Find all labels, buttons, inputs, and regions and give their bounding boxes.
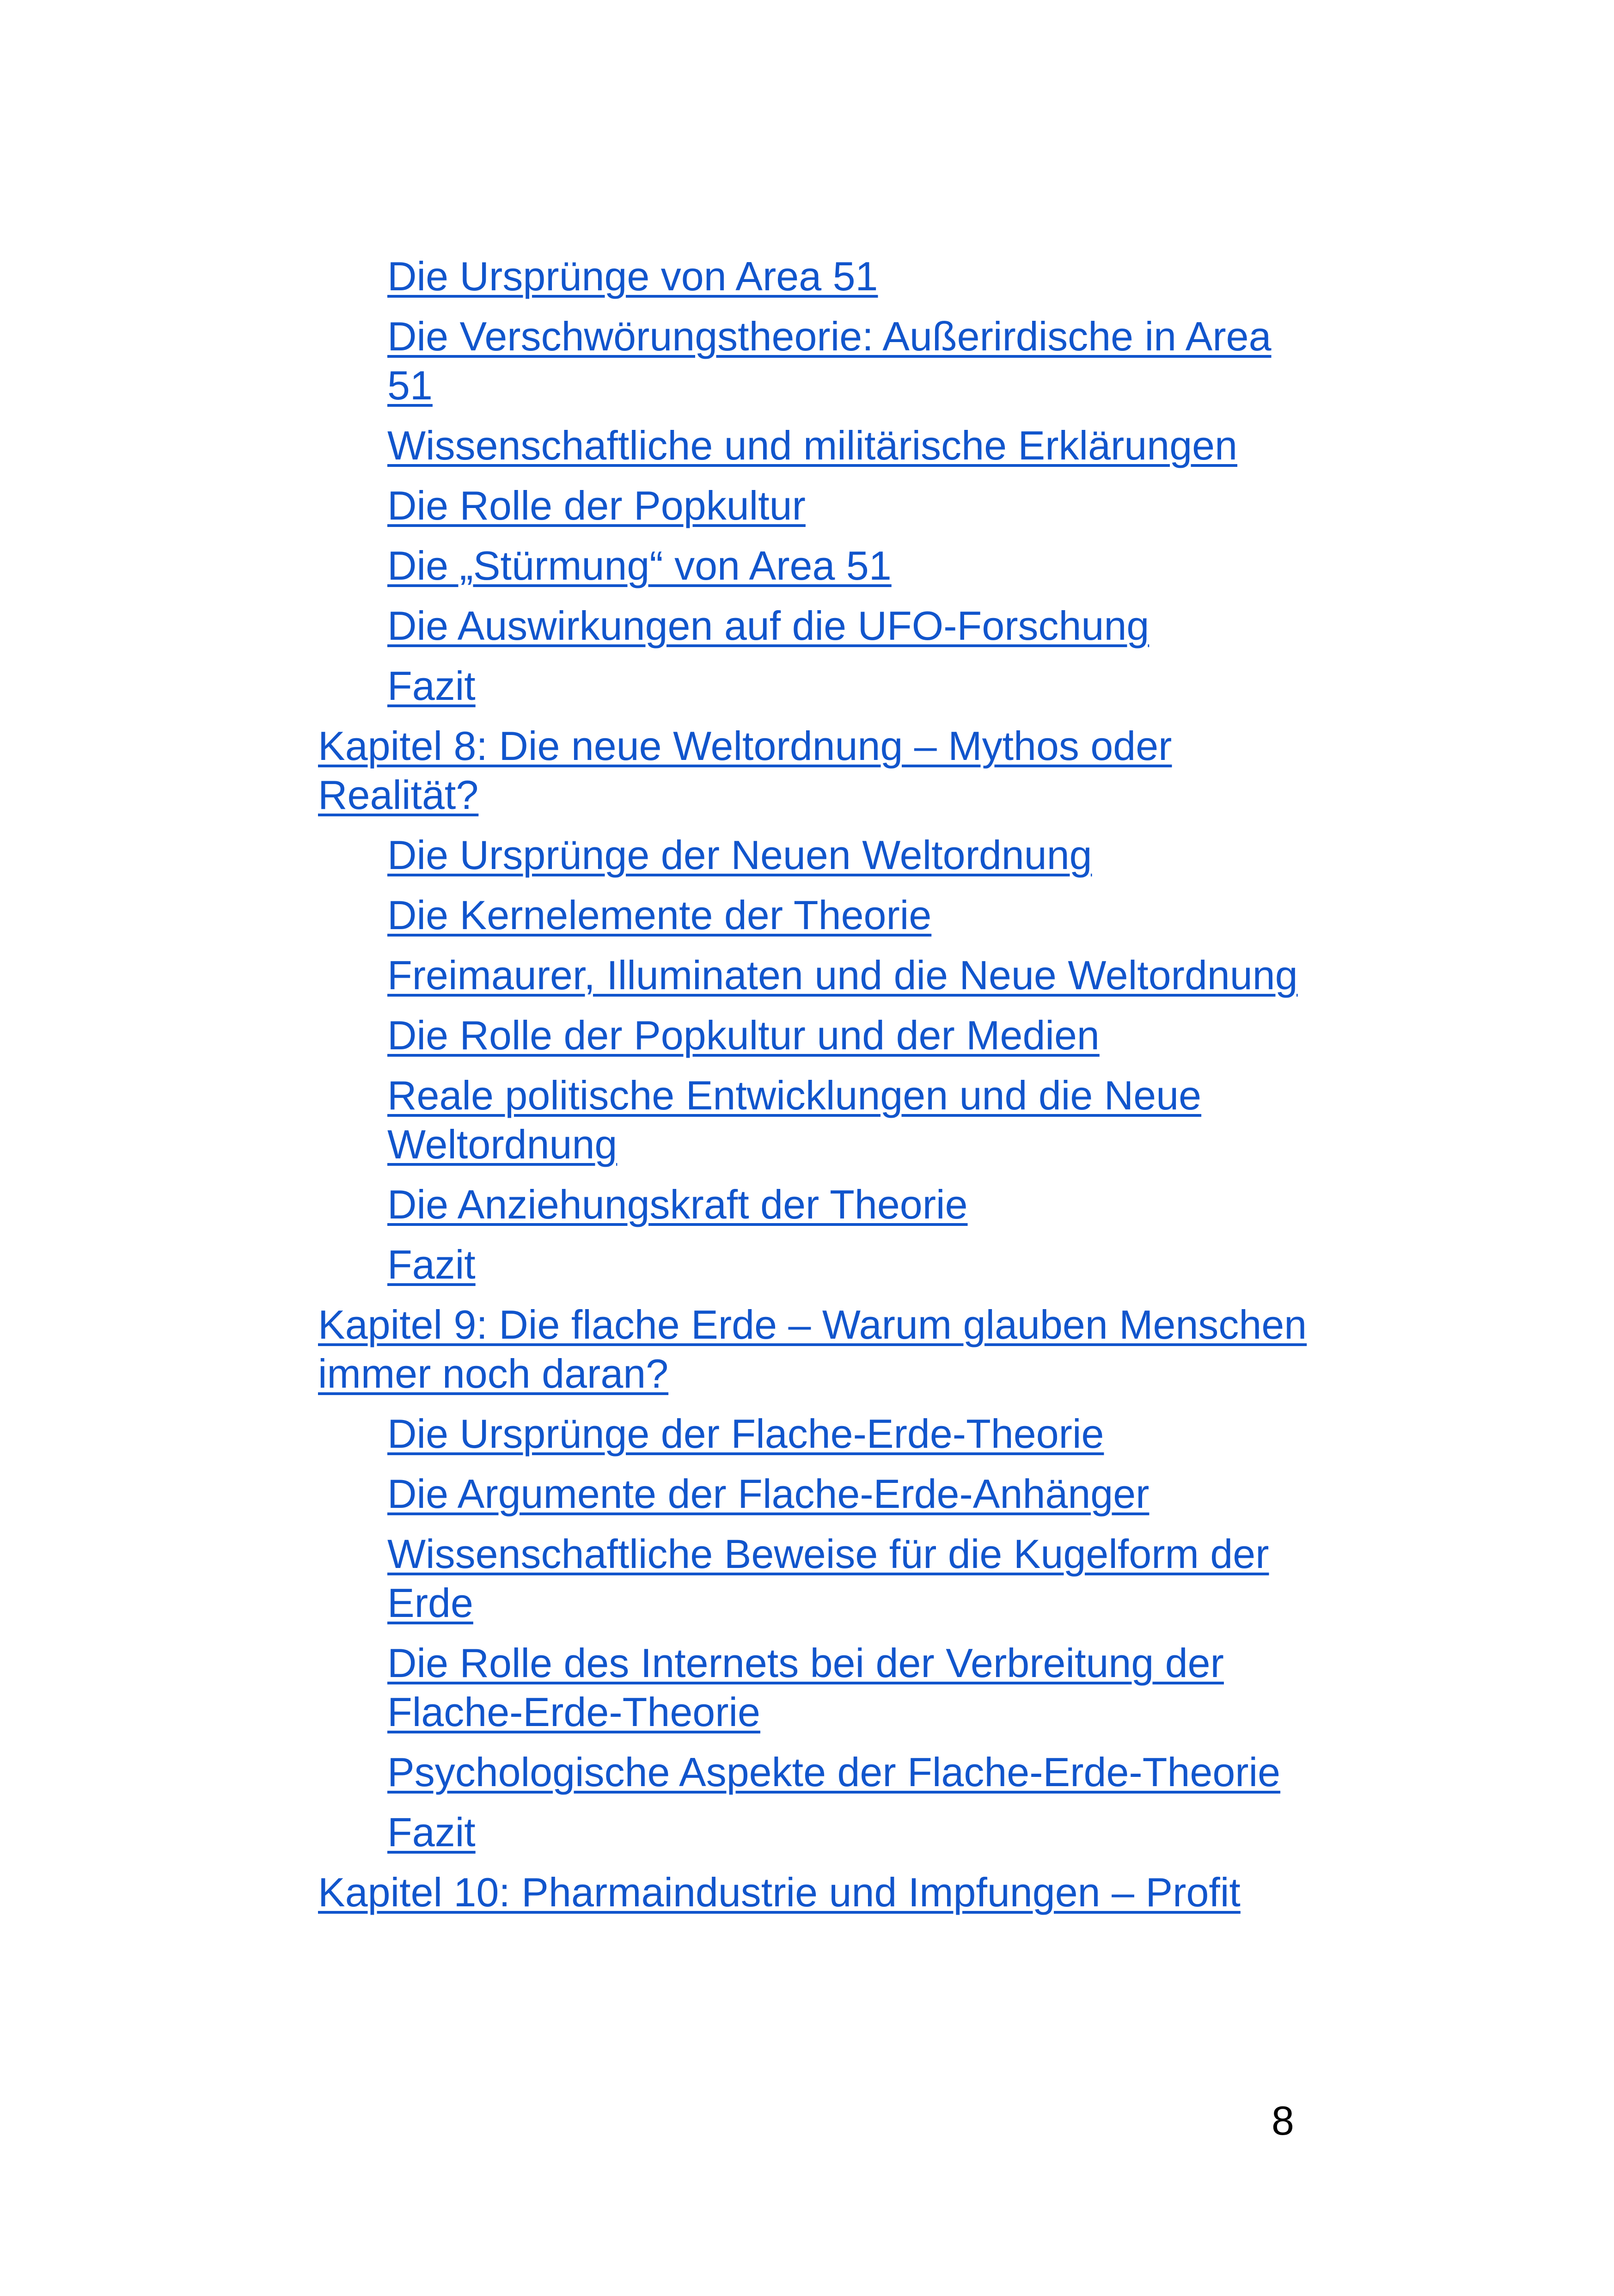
toc-link-area51-ufo-research[interactable]: Die Auswirkungen auf die UFO-Forschung [387, 603, 1149, 649]
toc-link-flat-earth-internet[interactable]: Die Rolle des Internets bei der Verbreitung der Flache-Erde-Theorie [387, 1640, 1224, 1735]
toc-link-area51-popculture[interactable]: Die Rolle der Popkultur [387, 483, 806, 528]
toc-link-flat-earth-evidence[interactable]: Wissenschaftliche Beweise für die Kugelform der Erde [387, 1531, 1269, 1626]
toc-link-nwo-freemasons[interactable]: Freimaurer, Illuminaten und die Neue Weltordnung [387, 952, 1298, 998]
toc-link-nwo-appeal[interactable]: Die Anziehungskraft der Theorie [387, 1182, 968, 1227]
table-of-contents [318, 252, 1316, 1928]
toc-link-chapter7-conclusion[interactable]: Fazit [387, 663, 476, 709]
toc-link-chapter9-conclusion[interactable]: Fazit [387, 1809, 476, 1855]
toc-link-area51-origins[interactable]: Die Ursprünge von Area 51 [387, 253, 878, 299]
toc-link-area51-aliens-theory[interactable]: Die Verschwörungstheorie: Außerirdische in Area 51 [387, 313, 1272, 408]
toc-link-chapter8-conclusion[interactable]: Fazit [387, 1242, 476, 1287]
toc-link-area51-explanations[interactable]: Wissenschaftliche und militärische Erklärungen [387, 422, 1238, 468]
toc-link-flat-earth-psychology[interactable]: Psychologische Aspekte der Flache-Erde-Theorie [387, 1749, 1281, 1795]
toc-link-chapter-9[interactable]: Kapitel 9: Die flache Erde – Warum glauben Menschen immer noch daran? [318, 1302, 1307, 1396]
toc-link-area51-storming[interactable]: Die „Stürmung“ von Area 51 [387, 543, 892, 588]
toc-link-nwo-politics[interactable]: Reale politische Entwicklungen und die Neue Weltordnung [387, 1072, 1202, 1167]
toc-link-flat-earth-arguments[interactable]: Die Argumente der Flache-Erde-Anhänger [387, 1471, 1149, 1517]
toc-link-chapter-10[interactable]: Kapitel 10: Pharmaindustrie und Impfungen – Profit [318, 1869, 1241, 1915]
toc-link-nwo-origins[interactable]: Die Ursprünge der Neuen Weltordnung [387, 832, 1092, 878]
toc-link-flat-earth-origins[interactable]: Die Ursprünge der Flache-Erde-Theorie [387, 1411, 1104, 1457]
toc-link-chapter-8[interactable]: Kapitel 8: Die neue Weltordnung – Mythos oder Realität? [318, 723, 1172, 818]
page-number: 8 [1272, 2098, 1294, 2143]
toc-link-nwo-core-elements[interactable]: Die Kernelemente der Theorie [387, 892, 932, 938]
toc-link-nwo-popculture-media[interactable]: Die Rolle der Popkultur und der Medien [387, 1012, 1100, 1058]
